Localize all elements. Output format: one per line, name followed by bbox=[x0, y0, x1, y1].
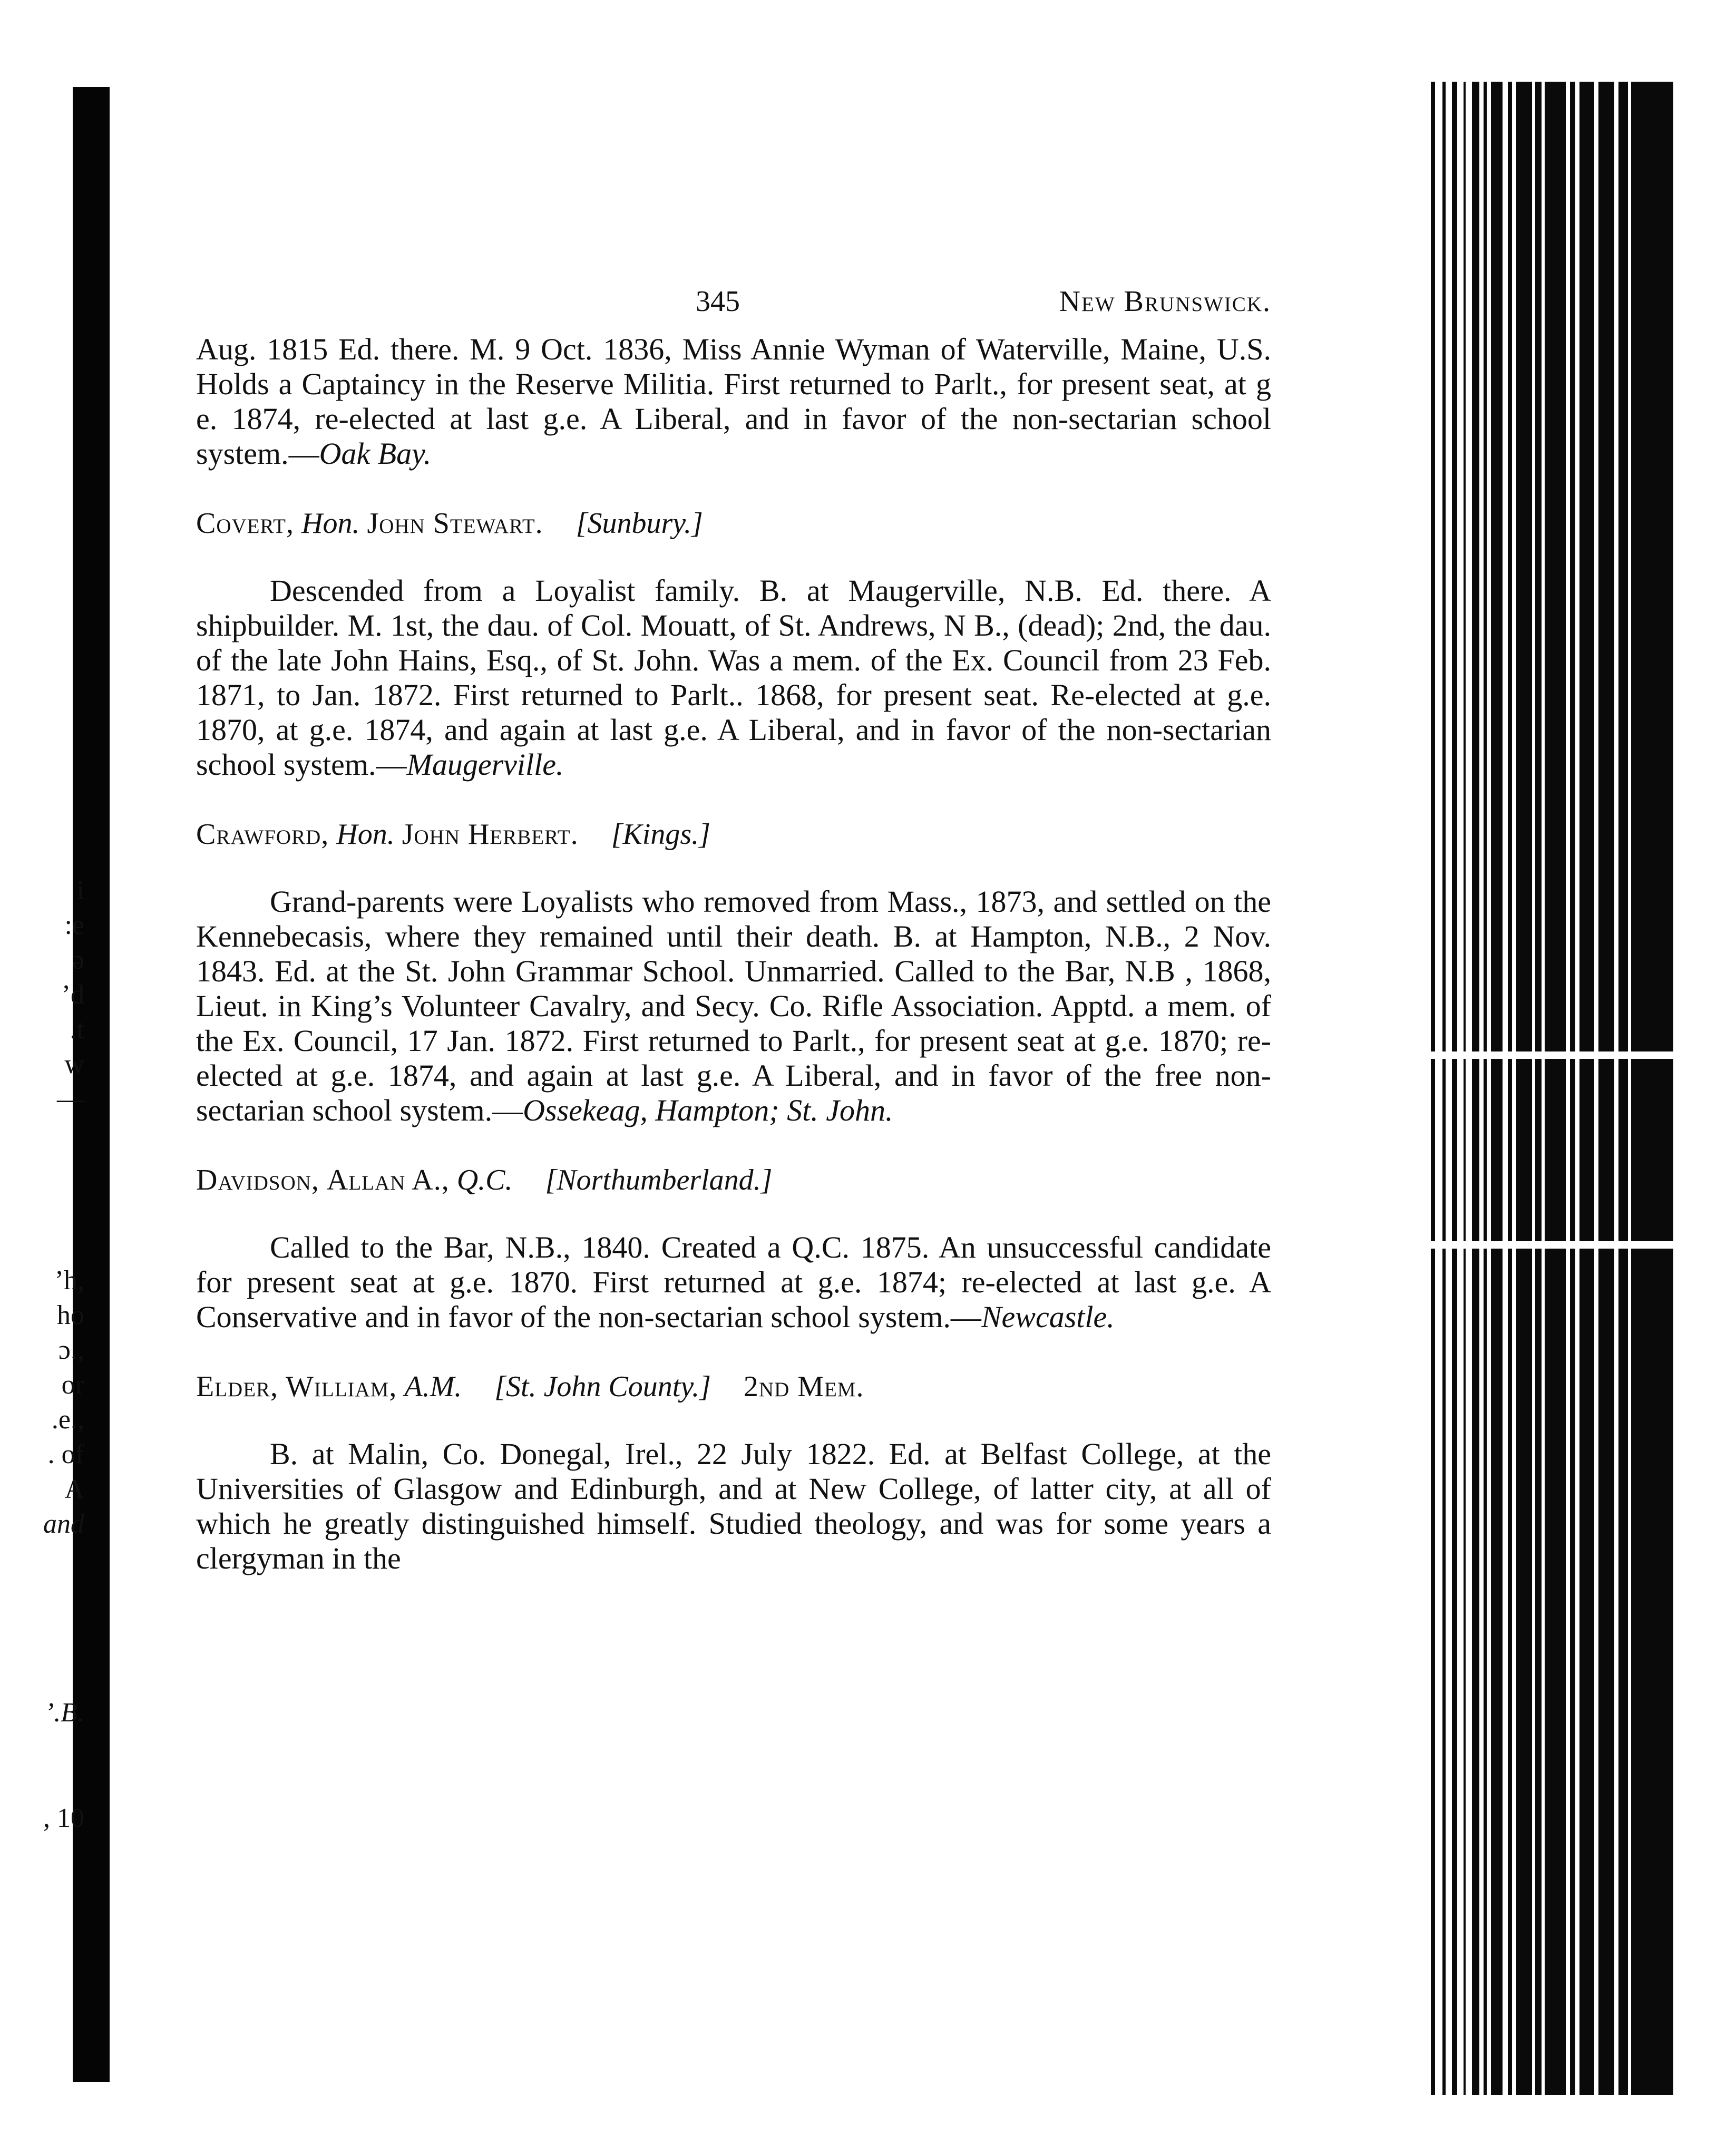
member-seat-note: 2nd Mem. bbox=[743, 1370, 864, 1403]
margin-fragment: and bbox=[43, 1509, 84, 1539]
edge-stripe bbox=[1484, 82, 1487, 2095]
edge-stripe bbox=[1570, 82, 1575, 2095]
edge-stripe bbox=[1535, 82, 1542, 2095]
place-names: Maugerville. bbox=[406, 747, 564, 782]
edge-stripe bbox=[1545, 82, 1566, 2095]
facing-page-fragments bbox=[5, 875, 84, 1876]
margin-fragment: .t bbox=[70, 1015, 84, 1045]
document-page bbox=[196, 285, 1271, 1576]
member-surname: Covert, bbox=[196, 507, 294, 540]
margin-fragment: ə bbox=[72, 945, 84, 975]
member-title: Hon. bbox=[336, 818, 395, 851]
member-title: Hon. bbox=[301, 507, 360, 540]
member-given-names: John Herbert. bbox=[402, 818, 579, 851]
entry-heading bbox=[196, 506, 1271, 541]
member-qualifier: Q.C. bbox=[456, 1164, 513, 1196]
edge-stripe bbox=[1452, 82, 1457, 2095]
entry-paragraph bbox=[196, 1437, 1271, 1576]
constituency: [Northumberland.] bbox=[545, 1164, 773, 1196]
place-names: Oak Bay. bbox=[319, 436, 432, 471]
edge-stripe bbox=[1579, 82, 1594, 2095]
margin-fragment: — bbox=[57, 1084, 84, 1114]
margin-fragment: :e bbox=[64, 910, 84, 940]
margin-fragment: ho bbox=[57, 1300, 84, 1330]
margin-fragment: ʼh, bbox=[54, 1265, 84, 1296]
entry-paragraph bbox=[196, 573, 1271, 782]
constituency: [Sunbury.] bbox=[576, 507, 703, 540]
entry-paragraph bbox=[196, 884, 1271, 1128]
margin-fragment: ’d bbox=[61, 980, 84, 1010]
edge-stripe bbox=[1431, 82, 1435, 2095]
place-names: Ossekeag, Hampton; St. John. bbox=[523, 1093, 893, 1127]
edge-stripe bbox=[1598, 82, 1614, 2095]
entry-heading bbox=[196, 1163, 1271, 1197]
edge-stripe bbox=[1618, 82, 1628, 2095]
entry-paragraph bbox=[196, 1230, 1271, 1335]
margin-fragment: A bbox=[64, 1474, 84, 1504]
edge-gap bbox=[1431, 1051, 1673, 1059]
continuation-paragraph bbox=[196, 332, 1271, 471]
paragraph-text: B. at Malin, Co. Donegal, Irel., 22 July 1822. Ed. at Belfast College, at the Universities of Glasgow and Edinburgh, and at New College, of latter city, at all of which he greatly distinguished himself. Studied theology, and was for some years a clergyman in the bbox=[196, 1437, 1271, 1575]
constituency: [Kings.] bbox=[611, 818, 710, 851]
margin-fragment: . of bbox=[47, 1439, 84, 1469]
paragraph-text: Descended from a Loyalist family. B. at Maugerville, N.B. Ed. there. A shipbuilder. M. 1st, the dau. of Col. Mouatt, of St. Andrews, N B., (dead); 2nd, the dau. of the late John Hains, Esq., of St. John. Was a mem. of the Ex. Council from 23 Feb. 1871, to Jan. 1872. First returned to Parlt.. 1868, for present seat. Re-elected at g.e. 1870, at g.e. 1874, and again at last g.e. A Liberal, and in favor of the non-sectarian school system.— bbox=[196, 573, 1271, 782]
paragraph-text: Called to the Bar, N.B., 1840. Created a Q.C. 1875. An unsuccessful candidate for present seat at g.e. 1870. First returned at g.e. 1874; re-elected at last g.e. A Conservative and in favor of the non-sectarian school system.— bbox=[196, 1230, 1271, 1334]
entry-heading bbox=[196, 817, 1271, 852]
margin-fragment: i bbox=[76, 875, 84, 905]
entry-heading bbox=[196, 1369, 1271, 1404]
member-given-names: John Stewart. bbox=[367, 507, 543, 540]
margin-fragment: w bbox=[64, 1049, 84, 1079]
edge-gap bbox=[1431, 1241, 1673, 1249]
edge-stripe bbox=[1442, 82, 1446, 2095]
margin-fragment: , 10 bbox=[43, 1803, 84, 1833]
margin-fragment: ʼ.B. bbox=[44, 1698, 84, 1728]
paragraph-text: Grand-parents were Loyalists who removed from Mass., 1873, and settled on the Kennebecasis, where they remained until their death. B. at Hampton, N.B., 2 Nov. 1843. Ed. at the St. John Grammar School. Unmarried. Called to the Bar, N.B , 1868, Lieut. in King’s Volunteer Cavalry, and Secy. Co. Rifle Association. Apptd. a mem. of the Ex. Council, 17 Jan. 1872. First returned to Parlt., for present seat at g.e. 1870; re-elected at g.e. 1874, and again at last g.e. A Liberal, and in favor of the free non-sectarian school system.— bbox=[196, 884, 1271, 1127]
edge-stripe bbox=[1464, 82, 1466, 2095]
margin-fragment: or bbox=[61, 1370, 84, 1400]
member-surname: Davidson, bbox=[196, 1164, 319, 1196]
running-head bbox=[196, 285, 1271, 332]
margin-fragment: .e., bbox=[51, 1405, 84, 1435]
constituency: [St. John County.] bbox=[494, 1370, 711, 1403]
edge-stripe bbox=[1491, 82, 1503, 2095]
member-surname: Elder, bbox=[196, 1370, 279, 1403]
edge-stripe bbox=[1508, 82, 1512, 2095]
member-given-names: Allan A., bbox=[326, 1164, 450, 1196]
margin-fragment: ɔ., bbox=[58, 1335, 84, 1365]
place-names: Newcastle. bbox=[981, 1300, 1115, 1334]
edge-stripe bbox=[1631, 82, 1673, 2095]
page-edge-stripes bbox=[1431, 82, 1673, 2095]
member-surname: Crawford, bbox=[196, 818, 329, 851]
edge-stripe bbox=[1472, 82, 1479, 2095]
member-given-names: William, bbox=[286, 1370, 397, 1403]
paragraph-text: Aug. 1815 Ed. there. M. 9 Oct. 1836, Miss Annie Wyman of Waterville, Maine, U.S. Holds a Captaincy in the Reserve Militia. First returned to Parlt., for present seat, at g e. 1874, re-elected at last g.e. A Liberal, and in favor of the non-sectarian school system.— bbox=[196, 332, 1271, 471]
page-number: 345 bbox=[696, 285, 740, 318]
edge-stripe bbox=[1516, 82, 1532, 2095]
section-title: New Brunswick. bbox=[1059, 285, 1271, 318]
member-qualifier: A.M. bbox=[404, 1370, 462, 1403]
